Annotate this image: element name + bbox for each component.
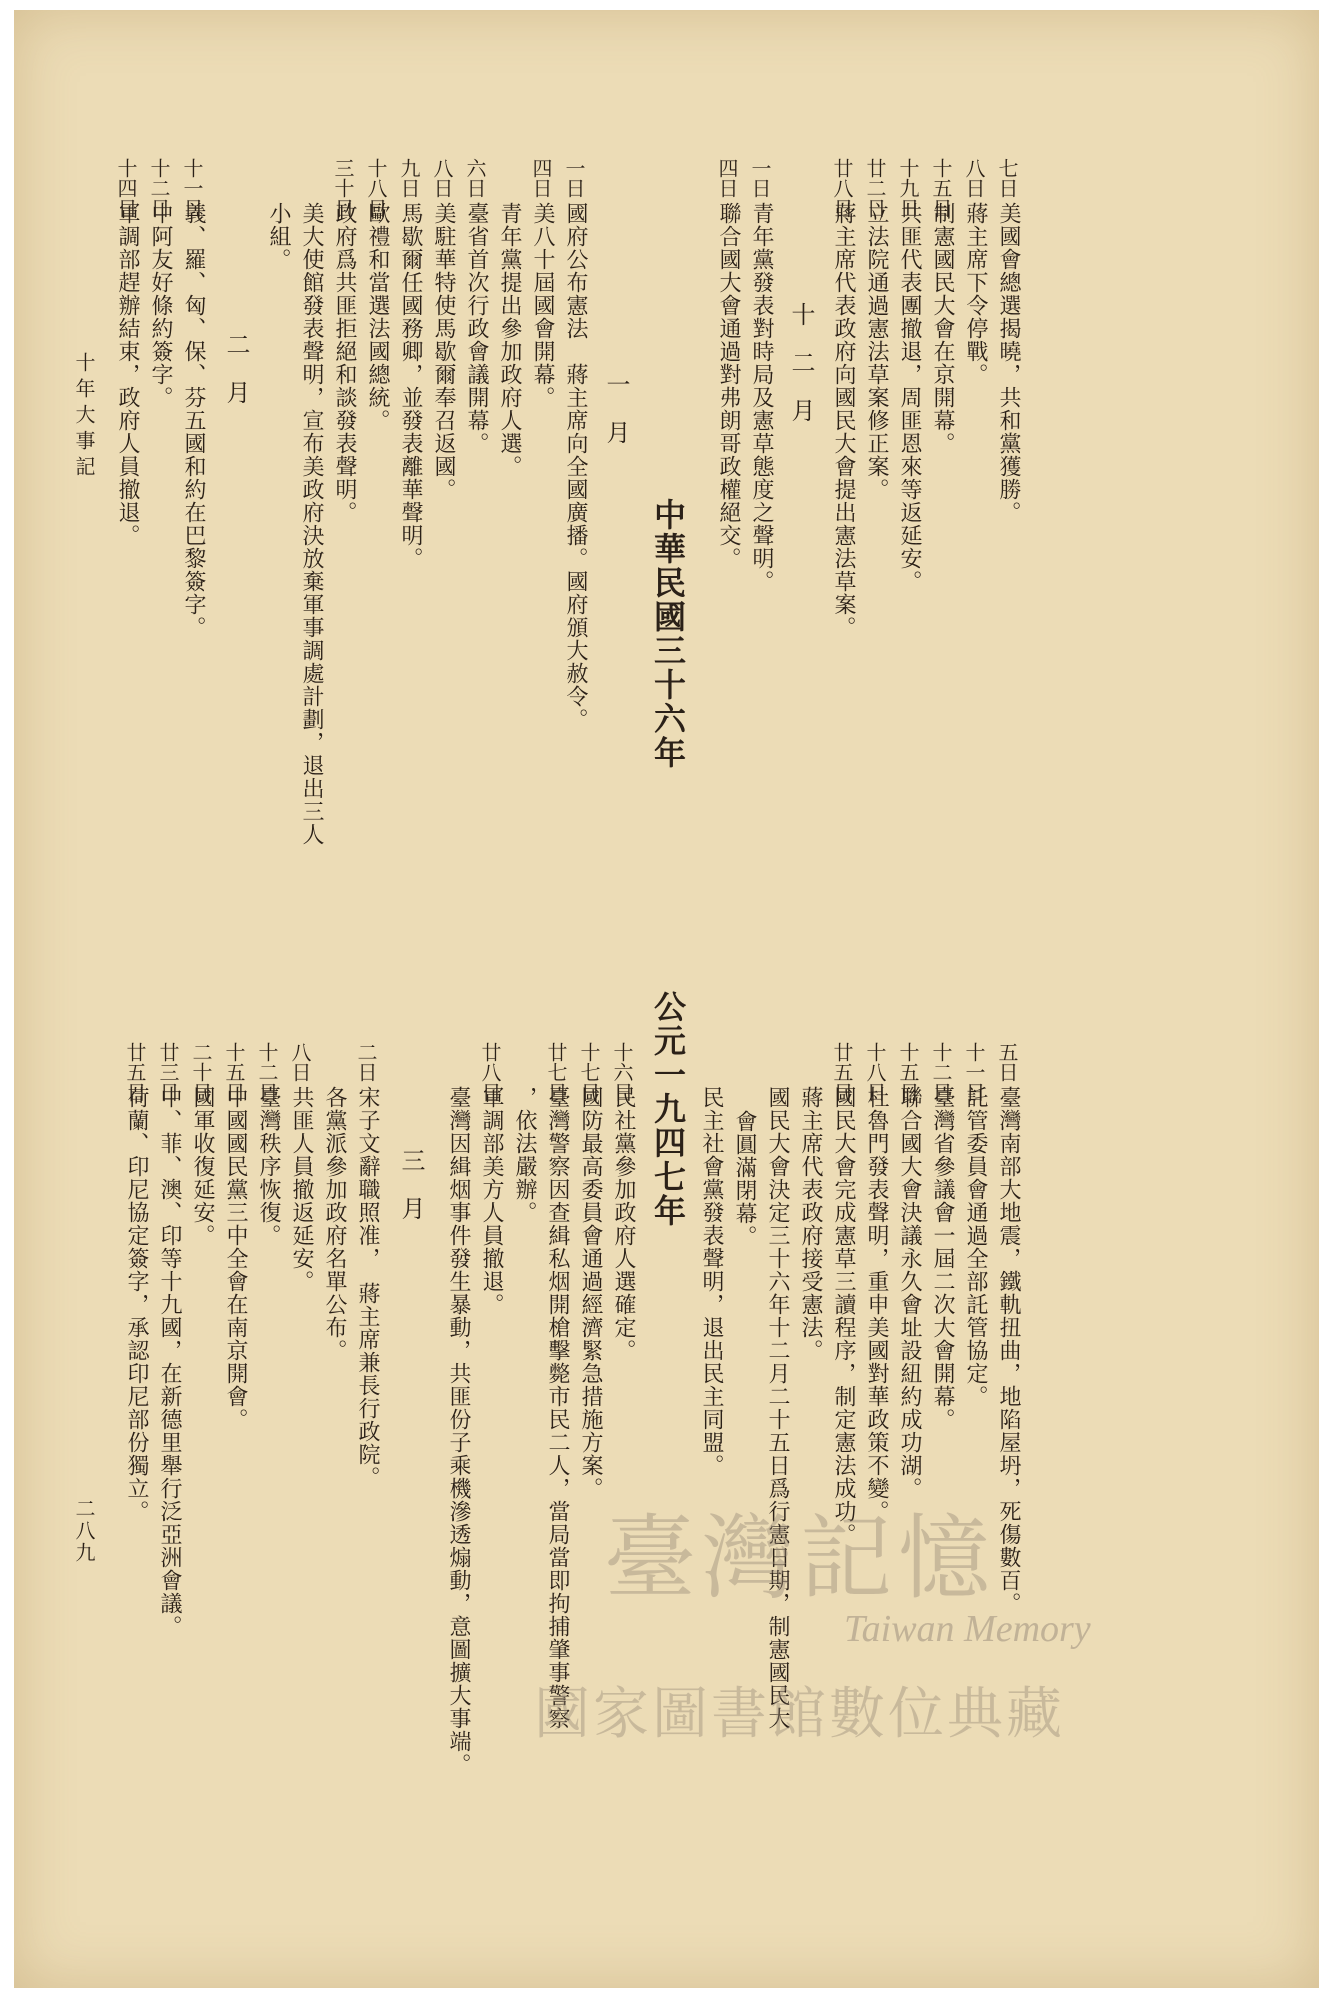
month-heading-december: 十二月 [787,302,815,446]
entry-text: 臺灣省參議會一屆二次大會開幕。 [930,1086,955,1431]
entry-date: 十八日 [364,158,388,218]
entry-date: 十七日 [577,1042,601,1102]
title-roc-year: 中華民國三十六年 [649,498,687,770]
entry-text: 蔣主席代表政府接受憲法。 [798,1086,823,1362]
entry-text: 美大使館發表聲明，宣布美政府決放棄軍事調處計劃，退出三人 [299,202,324,846]
entry-date: 十二日 [147,158,171,218]
entry-text: 蔣主席下令停戰。 [963,202,988,386]
entry-text: 青年黨提出參加政府人選。 [497,202,522,478]
entry-text: 臺灣因緝烟事件發生暴動，共匪份子乘機滲透煽動，意圖擴大事端。 [446,1086,471,1776]
entry-text: 青年黨發表對時局及憲草態度之聲明。 [749,202,774,593]
entry-text: 中國國民黨三中全會在南京開會。 [223,1086,248,1431]
entry-date: 二日 [354,1042,378,1082]
entry-date: 八日 [288,1042,312,1082]
document-page [14,10,1319,1988]
month-heading-march: 三月 [397,1148,425,1244]
entry-text: 美駐華特使馬歇爾奉召返國。 [431,202,456,501]
entry-date: 十一日 [962,1042,986,1102]
entry-text: 荷蘭、印尼協定簽字，承認印尼部份獨立。 [124,1086,149,1523]
entry-text: 民主社會黨發表聲明，退出民主同盟。 [699,1086,724,1477]
entry-date: 三十日 [331,158,355,218]
entry-text: 歐禮和當選法國總統。 [365,202,390,432]
entry-text: 聯合國大會決議永久會址設紐約成功湖。 [897,1086,922,1500]
entry-date: 二十日 [189,1042,213,1102]
entry-text: 蔣主席代表政府向國民大會提出憲法草案。 [831,202,856,639]
entry-text: 馬歇爾任國務卿，並發表離華聲明。 [398,202,423,570]
entry-text: ，依法嚴辦。 [512,1086,537,1224]
entry-date: 十一日 [180,158,204,218]
entry-text: 臺灣南部大地震，鐵軌扭曲，地陷屋坍，死傷數百。 [996,1086,1021,1615]
entry-text: 軍調部美方人員撤退。 [479,1086,504,1316]
entry-date: 十五日 [896,1042,920,1102]
entry-date: 廿三日 [156,1042,180,1102]
entry-text: 託管委員會通過全部託管協定。 [963,1086,988,1408]
entry-text: 國民大會決定三十六年十二月二十五日爲行憲日期，制憲國民大 [765,1086,790,1730]
page-number: 二八九 [72,1498,96,1564]
entry-date: 六日 [463,158,487,198]
entry-date: 一日 [562,158,586,198]
watermark-english: Taiwan Memory [844,1608,1091,1650]
entry-date: 九日 [397,158,421,198]
entry-date: 四日 [529,158,553,198]
entry-text: 臺灣秩序恢復。 [256,1086,281,1247]
entry-date: 八日 [962,158,986,198]
entry-date: 廿七日 [544,1042,568,1102]
entry-date: 十九日 [896,158,920,218]
entry-text: 聯合國大會通過對弗朗哥政權絕交。 [716,202,741,570]
entry-text: 國軍收復延安。 [190,1086,215,1247]
entry-date: 廿八日 [830,158,854,218]
title-ad-year: 公元一九四七年 [649,990,687,1228]
month-heading-february: 二月 [222,332,250,428]
running-footer: 十年大事記 [72,352,96,482]
entry-date: 十二日 [255,1042,279,1102]
entry-date: 廿五日 [830,1042,854,1102]
entry-date: 一日 [748,158,772,198]
entry-date: 五日 [995,1042,1019,1082]
entry-date: 十六日 [610,1042,634,1102]
entry-text: 國民大會完成憲草三讀程序，制定憲法成功。 [831,1086,856,1546]
entry-text: 美八十屆國會開幕。 [530,202,555,409]
entry-text: 美國會總選揭曉，共和黨獲勝。 [996,202,1021,524]
entry-text: 政府爲共匪拒絕和談發表聲明。 [332,202,357,524]
entry-date: 十八日 [863,1042,887,1102]
entry-date: 七日 [995,158,1019,198]
entry-text: 臺灣警察因查緝私烟開槍擊斃市民二人，當局當即拘捕肇事警察 [545,1086,570,1730]
entry-date: 八日 [430,158,454,198]
entry-text: 中阿友好條約簽字。 [148,202,173,409]
watermark-library: 國家圖書館數位典藏 [534,1682,1065,1747]
entry-text: 共匪人員撤返延安。 [289,1086,314,1293]
entry-date: 十五日 [222,1042,246,1102]
entry-date: 十五日 [929,158,953,218]
page-title [649,498,687,1228]
entry-text: 中、菲、澳、印等十九國，在新德里舉行泛亞洲會議。 [157,1086,182,1638]
watermark-logo-text: 臺灣記憶 [604,1505,997,1612]
entry-text: 杜魯門發表聲明，重申美國對華政策不變。 [864,1086,889,1523]
entry-text: 民社黨參加政府人選確定。 [611,1086,636,1362]
entry-date: 廿八日 [478,1042,502,1102]
entry-text: 國防最高委員會通過經濟緊急措施方案。 [578,1086,603,1500]
entry-text: 共匪代表團撤退，周匪恩來等返延安。 [897,202,922,593]
entry-date: 十二日 [929,1042,953,1102]
entry-text: 軍調部趕辦結束，政府人員撤退。 [115,202,140,547]
entry-text: 會圓滿閉幕。 [732,1110,757,1248]
entry-date: 十四日 [114,158,138,218]
entry-text: 義、羅、匈、保、芬五國和約在巴黎簽字。 [181,202,206,639]
entry-date: 四日 [715,158,739,198]
entry-text: 立法院通過憲法草案修正案。 [864,202,889,501]
entry-text: 宋子文辭職照准， 蔣主席兼長行政院。 [355,1086,380,1489]
entry-text: 制憲國民大會在京開幕。 [930,202,955,455]
month-heading-january: 一月 [602,372,630,468]
entry-text: 臺省首次行政會議開幕。 [464,202,489,455]
entry-date: 廿二日 [863,158,887,218]
entry-text: 國府公布憲法 蔣主席向全國廣播。國府頒大赦令。 [563,202,588,731]
entry-text: 各黨派參加政府名單公布。 [322,1086,347,1362]
entry-date: 廿五日 [123,1042,147,1102]
entry-text: 小組。 [266,202,291,271]
taiwan-memory-watermark [534,1485,1274,1825]
